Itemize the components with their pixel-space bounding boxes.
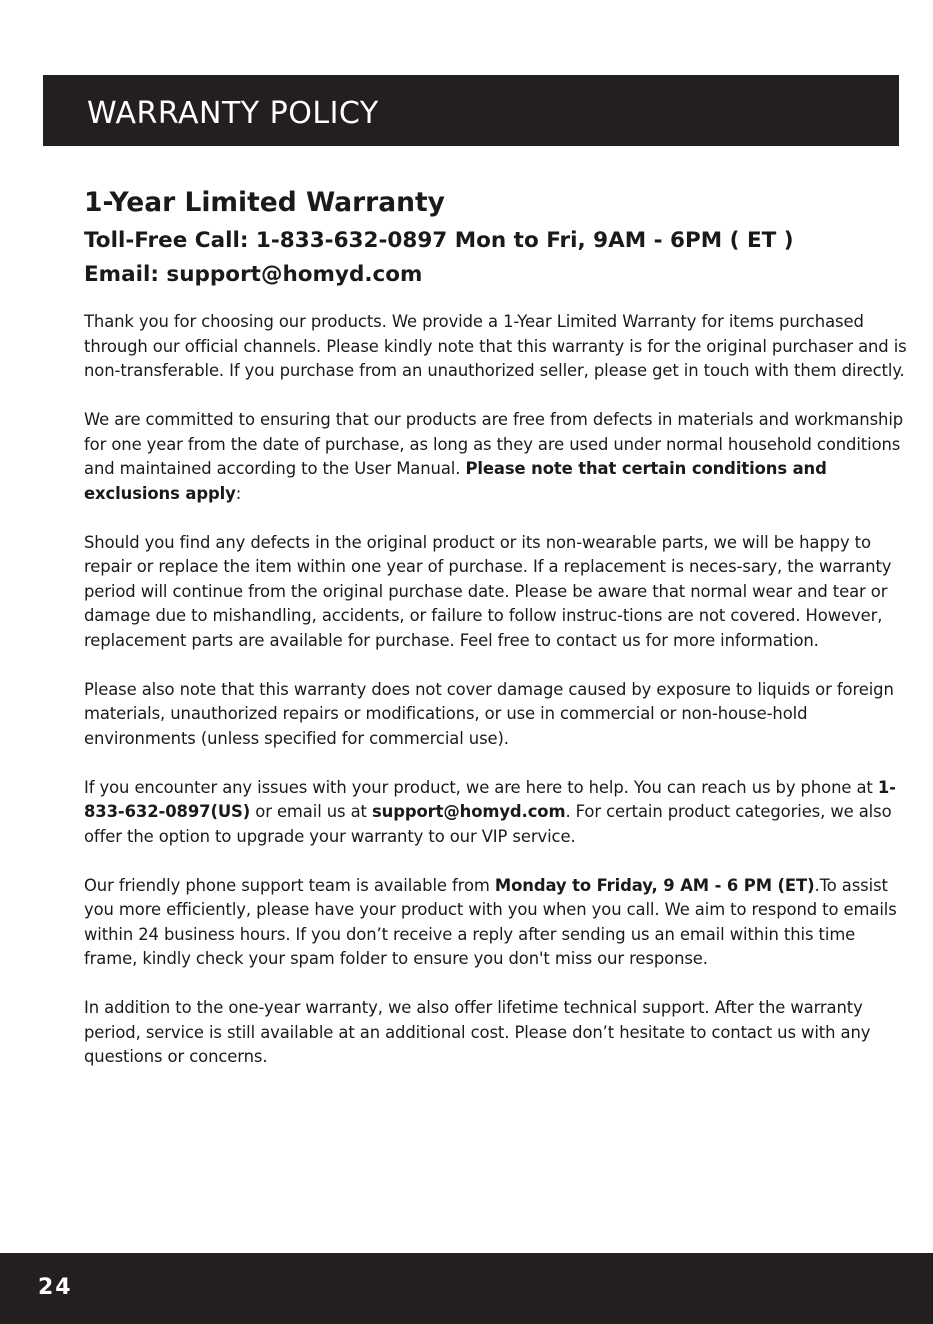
hours-text-2: .To assist you more efficiently, please have your product with you when you call. We aim to respond to emails within 24 business hours. If you don’t receive a reply after sending us an email within this time frame, kindly check your spam folder to ensure you don't miss our response. [84,875,897,968]
document-body [84,186,909,1094]
paragraph-lifetime-support: In addition to the one-year warranty, we also offer lifetime technical support. After the warranty period, service is still available at an additional cost. Please don’t hesitate to contact us with any questions or concerns. [84,998,871,1066]
page-number: 24 [38,1275,73,1300]
hours-text-1: Our friendly phone support team is available from [84,875,495,895]
paragraph-intro: Thank you for choosing our products. We provide a 1-Year Limited Warranty for items purchased through our official channels. Please kindly note that this warranty is for the original purchaser and is non-transferable. If you purchase from an unauthorized seller, please get in touch with them directly. [84,312,907,380]
paragraph-exclusions: Please also note that this warranty does not cover damage caused by exposure to liquids or foreign materials, unauthorized repairs or modifications, or use in commercial or non-house-hold environments (unless specified for commercial use). [84,679,894,748]
toll-free-line: Toll-Free Call: 1-833-632-0897 Mon to Fri, 9AM - 6PM ( ET ) [84,228,794,253]
support-hours: Monday to Friday, 9 AM - 6 PM (ET) [494,875,815,895]
email-line: Email: support@homyd.com [84,262,423,287]
contact-text-2: or email us at [250,802,372,821]
paragraph-hours [84,874,909,972]
paragraph-commitment [84,408,909,506]
paragraph-defects: Should you find any defects in the original product or its non-wearable parts, we will be happy to repair or replace the item within one year of purchase. If a replacement is neces-sary, the warranty period will continue from the original purchase date. Please be aware that normal wear and tear or damage due to mishandling, accidents, or failure to follow instruc-tions are not covered. However, replacement parts are available for purchase. Feel free to contact us for more information. [84,532,892,650]
conditions-note: Please note that certain conditions and exclusions apply [84,459,827,503]
contact-text-3: . For certain product categories, we also offer the option to upgrade your warranty to our VIP service. [84,802,892,846]
commitment-tail: : [235,483,242,503]
warranty-heading: 1-Year Limited Warranty [84,187,445,218]
commitment-text: We are committed to ensuring that our products are free from defects in materials and workmanship for one year from the date of purchase, as long as they are used under normal household conditions and maintained according to the User Manual. [84,410,904,478]
paragraphs [84,310,909,1070]
footer-bar [0,1253,933,1324]
page-title: WARRANTY POLICY [87,95,379,131]
header-banner [43,75,899,146]
paragraph-contact [84,776,909,850]
contact-text-1: If you encounter any issues with your product, we are here to help. You can reach us by phone at [84,777,878,797]
support-email: support@homyd.com [371,802,566,821]
support-phone: 1-833-632-0897(US) [84,777,896,821]
